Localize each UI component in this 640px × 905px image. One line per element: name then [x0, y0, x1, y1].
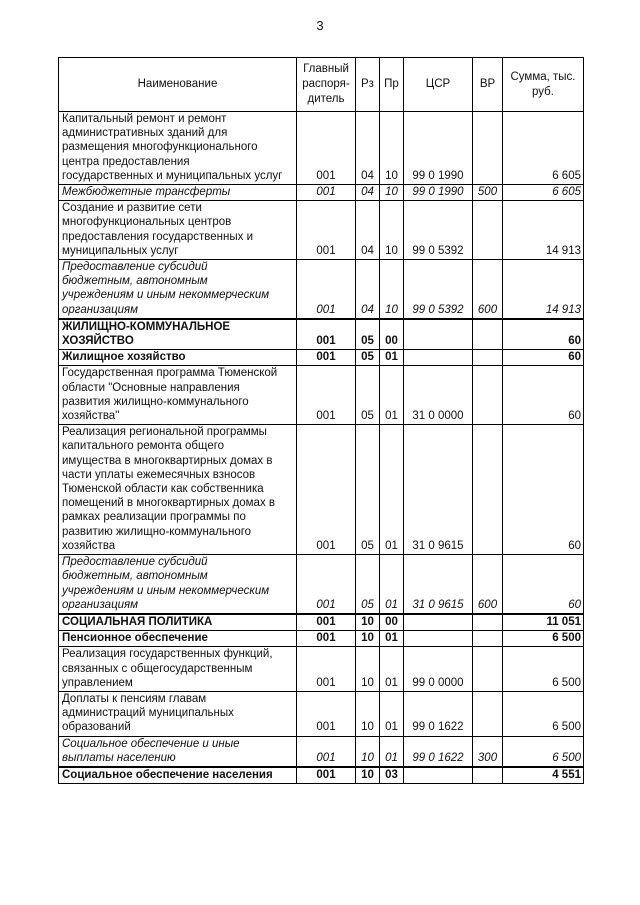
- cell-name: Капитальный ремонт и ремонт административных зданий для размещения многофункционального центра предоставления государственных и муниципальных услуг: [59, 112, 297, 185]
- cell-csr: [404, 350, 473, 366]
- cell-csr: [404, 767, 473, 784]
- cell-vr: [473, 201, 503, 260]
- budget-table: [58, 57, 584, 784]
- cell-rz: 10: [356, 647, 380, 692]
- cell-name: Межбюджетные трансферты: [59, 185, 297, 201]
- cell-pr: 01: [380, 555, 404, 614]
- cell-main-manager: 001: [297, 350, 356, 366]
- cell-sum: 14 913: [503, 260, 584, 319]
- cell-name: Социальное обеспечение населения: [59, 767, 297, 784]
- cell-csr: 99 0 5392: [404, 201, 473, 260]
- cell-pr: 00: [380, 319, 404, 350]
- cell-name: Доплаты к пенсиям главам администраций муниципальных образований: [59, 691, 297, 736]
- cell-main-manager: 001: [297, 614, 356, 631]
- header-name: Наименование: [59, 58, 297, 112]
- cell-sum: 6 500: [503, 631, 584, 647]
- header-main-manager: Главный распоря-дитель: [297, 58, 356, 112]
- cell-sum: 60: [503, 319, 584, 350]
- header-vr: ВР: [473, 58, 503, 112]
- cell-name: Реализация региональной программы капитального ремонта общего имущества в многоквартирных домах в части уплаты ежемесячных взносов Тюменской области как собственника помещений в многоквартирных домах в рамках реализации программы по развитию жилищно-коммунального хозяйства: [59, 425, 297, 555]
- cell-rz: 04: [356, 112, 380, 185]
- cell-rz: 05: [356, 555, 380, 614]
- cell-sum: 6 605: [503, 112, 584, 185]
- cell-csr: 31 0 9615: [404, 425, 473, 555]
- cell-name: ЖИЛИЩНО-КОММУНАЛЬНОЕ ХОЗЯЙСТВО: [59, 319, 297, 350]
- cell-name: СОЦИАЛЬНАЯ ПОЛИТИКА: [59, 614, 297, 631]
- cell-vr: [473, 350, 503, 366]
- cell-main-manager: 001: [297, 425, 356, 555]
- table-row: [59, 366, 584, 425]
- table-row: [59, 647, 584, 692]
- cell-pr: 10: [380, 185, 404, 201]
- cell-pr: 00: [380, 614, 404, 631]
- cell-sum: 60: [503, 366, 584, 425]
- cell-main-manager: 001: [297, 555, 356, 614]
- cell-pr: 01: [380, 736, 404, 767]
- cell-sum: 6 500: [503, 691, 584, 736]
- cell-rz: 04: [356, 260, 380, 319]
- cell-main-manager: 001: [297, 366, 356, 425]
- cell-vr: [473, 425, 503, 555]
- cell-pr: 01: [380, 631, 404, 647]
- cell-vr: [473, 319, 503, 350]
- cell-name: Реализация государственных функций, связанных с общегосударственным управлением: [59, 647, 297, 692]
- table-row: [59, 736, 584, 767]
- cell-sum: 60: [503, 425, 584, 555]
- table-row: [59, 425, 584, 555]
- table-row: [59, 555, 584, 614]
- cell-sum: 60: [503, 555, 584, 614]
- cell-sum: 6 500: [503, 736, 584, 767]
- cell-name: Предоставление субсидий бюджетным, автономным учреждениям и иным некоммерческим организациям: [59, 260, 297, 319]
- table-row: [59, 201, 584, 260]
- cell-pr: 10: [380, 112, 404, 185]
- cell-rz: 05: [356, 350, 380, 366]
- cell-main-manager: 001: [297, 185, 356, 201]
- cell-rz: 10: [356, 614, 380, 631]
- cell-rz: 05: [356, 366, 380, 425]
- cell-vr: [473, 366, 503, 425]
- cell-vr: [473, 767, 503, 784]
- cell-sum: 60: [503, 350, 584, 366]
- cell-csr: 31 0 9615: [404, 555, 473, 614]
- cell-csr: [404, 319, 473, 350]
- table-row: [59, 767, 584, 784]
- cell-csr: [404, 631, 473, 647]
- cell-csr: 99 0 1622: [404, 691, 473, 736]
- cell-csr: 99 0 1990: [404, 112, 473, 185]
- header-sum: Сумма, тыс. руб.: [503, 58, 584, 112]
- header-csr: ЦСР: [404, 58, 473, 112]
- cell-name: Государственная программа Тюменской области "Основные направления развития жилищно-коммунального хозяйства": [59, 366, 297, 425]
- cell-csr: 99 0 0000: [404, 647, 473, 692]
- cell-csr: 99 0 5392: [404, 260, 473, 319]
- cell-sum: 6 605: [503, 185, 584, 201]
- cell-vr: [473, 647, 503, 692]
- cell-main-manager: 001: [297, 736, 356, 767]
- cell-rz: 10: [356, 631, 380, 647]
- cell-csr: [404, 614, 473, 631]
- cell-sum: 4 551: [503, 767, 584, 784]
- cell-vr: [473, 112, 503, 185]
- cell-rz: 05: [356, 425, 380, 555]
- cell-vr: [473, 631, 503, 647]
- cell-pr: 01: [380, 425, 404, 555]
- cell-sum: 11 051: [503, 614, 584, 631]
- cell-vr: [473, 691, 503, 736]
- cell-vr: 300: [473, 736, 503, 767]
- cell-rz: 10: [356, 736, 380, 767]
- cell-pr: 10: [380, 201, 404, 260]
- cell-main-manager: 001: [297, 767, 356, 784]
- cell-name: Пенсионное обеспечение: [59, 631, 297, 647]
- table-row: [59, 185, 584, 201]
- table-row: [59, 631, 584, 647]
- cell-vr: 600: [473, 260, 503, 319]
- header-rz: Рз: [356, 58, 380, 112]
- table-row: [59, 112, 584, 185]
- cell-csr: 99 0 1990: [404, 185, 473, 201]
- cell-name: Жилищное хозяйство: [59, 350, 297, 366]
- cell-name: Создание и развитие сети многофункциональных центров предоставления государственных и муниципальных услуг: [59, 201, 297, 260]
- cell-pr: 01: [380, 691, 404, 736]
- cell-rz: 05: [356, 319, 380, 350]
- header-row: [59, 58, 584, 112]
- cell-main-manager: 001: [297, 260, 356, 319]
- cell-rz: 04: [356, 201, 380, 260]
- cell-pr: 01: [380, 350, 404, 366]
- cell-csr: 99 0 1622: [404, 736, 473, 767]
- cell-name: Предоставление субсидий бюджетным, автономным учреждениям и иным некоммерческим организациям: [59, 555, 297, 614]
- cell-main-manager: 001: [297, 319, 356, 350]
- cell-pr: 01: [380, 647, 404, 692]
- table-row: [59, 691, 584, 736]
- cell-rz: 04: [356, 185, 380, 201]
- cell-name: Социальное обеспечение и иные выплаты населению: [59, 736, 297, 767]
- table-row: [59, 260, 584, 319]
- cell-vr: 600: [473, 555, 503, 614]
- cell-rz: 10: [356, 691, 380, 736]
- cell-vr: [473, 614, 503, 631]
- cell-vr: 500: [473, 185, 503, 201]
- table-row: [59, 319, 584, 350]
- cell-pr: 10: [380, 260, 404, 319]
- cell-main-manager: 001: [297, 201, 356, 260]
- cell-main-manager: 001: [297, 631, 356, 647]
- table-row: [59, 350, 584, 366]
- page-number: 3: [316, 18, 324, 33]
- cell-main-manager: 001: [297, 647, 356, 692]
- cell-sum: 14 913: [503, 201, 584, 260]
- table-row: [59, 614, 584, 631]
- cell-rz: 10: [356, 767, 380, 784]
- cell-csr: 31 0 0000: [404, 366, 473, 425]
- header-pr: Пр: [380, 58, 404, 112]
- cell-main-manager: 001: [297, 691, 356, 736]
- cell-sum: 6 500: [503, 647, 584, 692]
- cell-main-manager: 001: [297, 112, 356, 185]
- cell-pr: 03: [380, 767, 404, 784]
- cell-pr: 01: [380, 366, 404, 425]
